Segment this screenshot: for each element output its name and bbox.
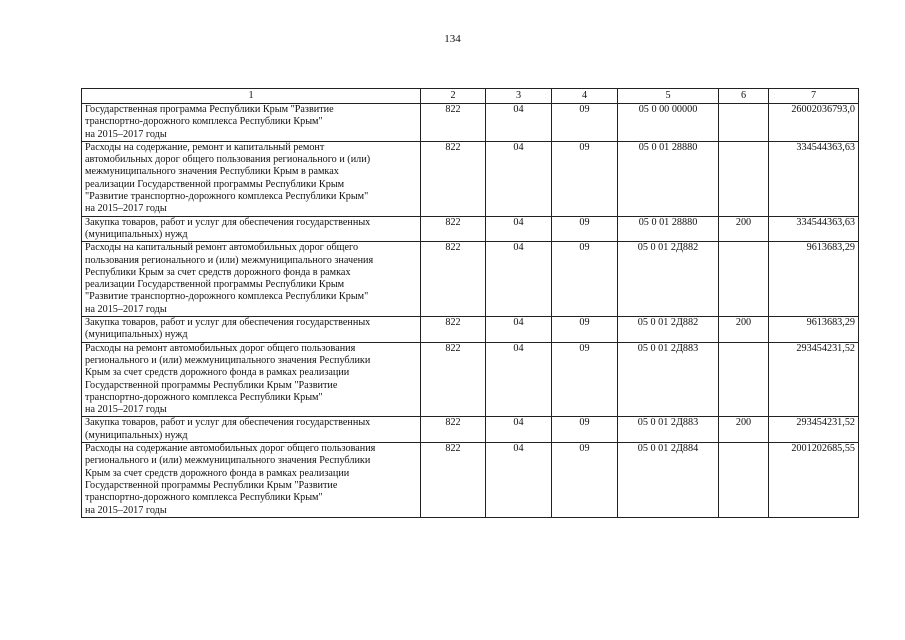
row-target-code: 05 0 01 2Д882	[618, 317, 719, 343]
row-name: Расходы на ремонт автомобильных дорог общего пользования регионального и (или) межмуниципального значения Республики Крым за счет средств дорожного фонда в рамках реализации Государственной программы Республики Крым "Развитие транспортно-дорожного комплекса Республики Крым" на 2015–2017 годы	[82, 342, 421, 417]
row-subsection: 09	[552, 104, 618, 142]
row-section: 04	[486, 317, 552, 343]
table-row	[82, 342, 859, 417]
row-grbs: 822	[421, 242, 486, 317]
row-expense-type: 200	[719, 417, 769, 443]
row-expense-type	[719, 443, 769, 518]
row-amount: 334544363,63	[769, 216, 859, 242]
row-expense-type: 200	[719, 317, 769, 343]
header-col-4: 4	[552, 89, 618, 104]
table-row	[82, 317, 859, 343]
row-section: 04	[486, 242, 552, 317]
row-expense-type	[719, 242, 769, 317]
row-subsection: 09	[552, 443, 618, 518]
header-col-5: 5	[618, 89, 719, 104]
header-col-6: 6	[719, 89, 769, 104]
row-expense-type	[719, 141, 769, 216]
row-section: 04	[486, 443, 552, 518]
row-subsection: 09	[552, 342, 618, 417]
row-section: 04	[486, 104, 552, 142]
header-col-7: 7	[769, 89, 859, 104]
row-target-code: 05 0 01 2Д884	[618, 443, 719, 518]
page-number: 134	[444, 33, 461, 45]
row-expense-type	[719, 104, 769, 142]
row-subsection: 09	[552, 141, 618, 216]
row-section: 04	[486, 141, 552, 216]
row-section: 04	[486, 417, 552, 443]
row-amount: 2001202685,55	[769, 443, 859, 518]
row-name: Закупка товаров, работ и услуг для обеспечения государственных (муниципальных) нужд	[82, 317, 421, 343]
row-amount: 9613683,29	[769, 242, 859, 317]
table-row	[82, 242, 859, 317]
header-col-3: 3	[486, 89, 552, 104]
budget-table	[81, 88, 859, 518]
row-grbs: 822	[421, 443, 486, 518]
row-grbs: 822	[421, 216, 486, 242]
row-name: Расходы на капитальный ремонт автомобильных дорог общего пользования регионального и (или) межмуниципального значения Республики Крым за счет средств дорожного фонда в рамках реализации Государственной программы Республики Крым "Развитие транспортно-дорожного комплекса Республики Крым" на 2015–2017 годы	[82, 242, 421, 317]
row-subsection: 09	[552, 317, 618, 343]
row-expense-type	[719, 342, 769, 417]
row-amount: 334544363,63	[769, 141, 859, 216]
row-grbs: 822	[421, 417, 486, 443]
row-name: Закупка товаров, работ и услуг для обеспечения государственных (муниципальных) нужд	[82, 216, 421, 242]
table-row	[82, 417, 859, 443]
row-name: Расходы на содержание, ремонт и капитальный ремонт автомобильных дорог общего пользования регионального и (или) межмуниципального значения Республики Крым в рамках реализации Государственной программы Республики Крым "Развитие транспортно-дорожного комплекса Республики Крым" на 2015–2017 годы	[82, 141, 421, 216]
table-row	[82, 443, 859, 518]
row-amount: 293454231,52	[769, 342, 859, 417]
row-amount: 26002036793,0	[769, 104, 859, 142]
row-target-code: 05 0 01 2Д883	[618, 342, 719, 417]
row-section: 04	[486, 216, 552, 242]
row-expense-type: 200	[719, 216, 769, 242]
row-name: Государственная программа Республики Крым "Развитие транспортно-дорожного комплекса Республики Крым" на 2015–2017 годы	[82, 104, 421, 142]
row-target-code: 05 0 01 28880	[618, 141, 719, 216]
row-grbs: 822	[421, 141, 486, 216]
row-amount: 9613683,29	[769, 317, 859, 343]
row-subsection: 09	[552, 216, 618, 242]
row-grbs: 822	[421, 342, 486, 417]
row-amount: 293454231,52	[769, 417, 859, 443]
row-target-code: 05 0 00 00000	[618, 104, 719, 142]
row-grbs: 822	[421, 104, 486, 142]
row-name: Расходы на содержание автомобильных дорог общего пользования регионального и (или) межмуниципального значения Республики Крым за счет средств дорожного фонда в рамках реализации Государственной программы Республики Крым "Развитие транспортно-дорожного комплекса Республики Крым" на 2015–2017 годы	[82, 443, 421, 518]
table-row	[82, 104, 859, 142]
row-subsection: 09	[552, 417, 618, 443]
row-target-code: 05 0 01 2Д883	[618, 417, 719, 443]
header-col-2: 2	[421, 89, 486, 104]
header-row	[82, 89, 859, 104]
table-row	[82, 141, 859, 216]
header-col-1: 1	[82, 89, 421, 104]
row-subsection: 09	[552, 242, 618, 317]
table-row	[82, 216, 859, 242]
row-section: 04	[486, 342, 552, 417]
row-grbs: 822	[421, 317, 486, 343]
row-name: Закупка товаров, работ и услуг для обеспечения государственных (муниципальных) нужд	[82, 417, 421, 443]
row-target-code: 05 0 01 2Д882	[618, 242, 719, 317]
row-target-code: 05 0 01 28880	[618, 216, 719, 242]
